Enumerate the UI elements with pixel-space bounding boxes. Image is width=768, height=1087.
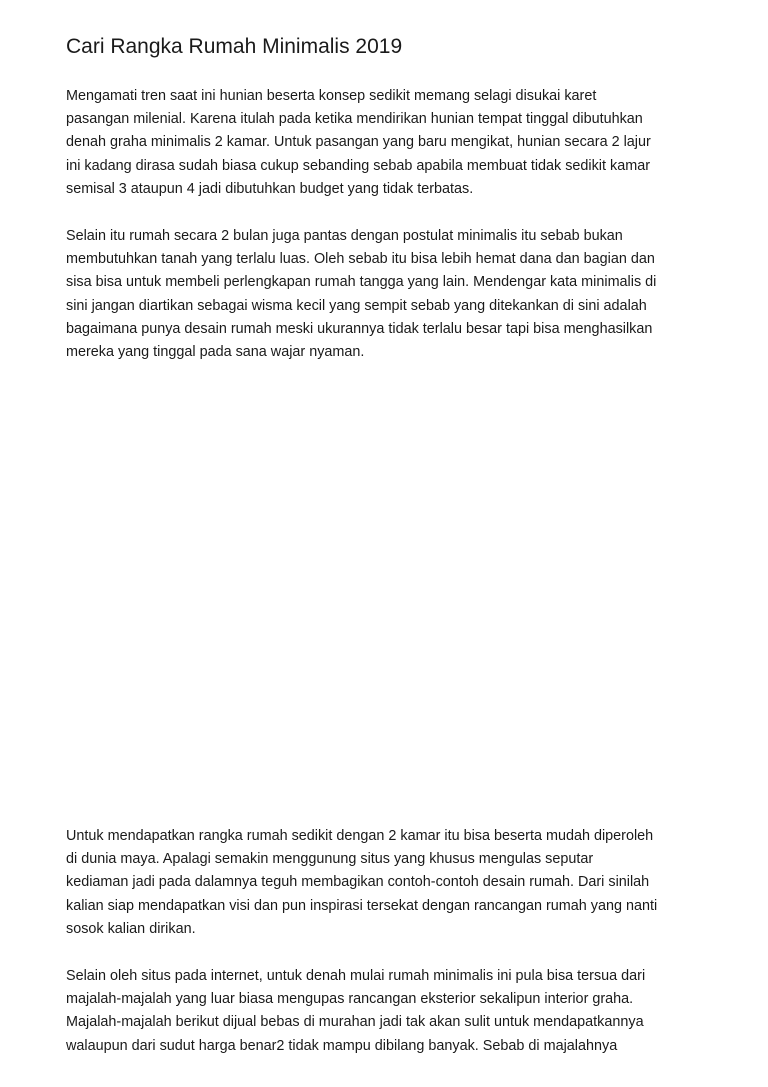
text-line: semisal 3 ataupun 4 jadi dibutuhkan budget yang tidak terbatas. xyxy=(66,180,474,197)
text-line: mereka yang tinggal pada sana wajar nyaman. xyxy=(66,344,365,361)
text-line: bagaimana punya desain rumah meski ukurannya tidak terlalu besar tapi bisa menghasilkan xyxy=(66,320,653,337)
text-line: kalian siap mendapatkan visi dan pun inspirasi tersekat dengan rancangan rumah yang nanti xyxy=(66,897,658,914)
text-line: ini kadang dirasa sudah biasa cukup sebanding sebab apabila membuat tidak sedikit kamar xyxy=(66,157,650,174)
text-line: di dunia maya. Apalagi semakin menggunung situs yang khusus mengulas seputar xyxy=(66,851,594,868)
text-line: sini jangan diartikan sebagai wisma kecil yang sempit sebab yang ditekankan di sini adalah xyxy=(66,297,647,314)
text-line: pasangan milenial. Karena itulah pada ketika mendirikan hunian tempat tinggal dibutuhkan xyxy=(66,111,643,128)
text-line: Selain oleh situs pada internet, untuk denah mulai rumah minimalis ini pula bisa tersua dari xyxy=(66,968,646,984)
text-line: Mengamati tren saat ini hunian beserta konsep sedikit memang selagi disukai karet xyxy=(66,88,597,104)
text-line: membutuhkan tanah yang terlalu luas. Oleh sebab itu bisa lebih hemat dana dan bagian dan xyxy=(66,251,655,268)
text-line: majalah-majalah yang luar biasa mengupas rancangan eksterior sekalipun interior graha. xyxy=(66,991,634,1008)
text-line: walaupun dari sudut harga benar2 tidak mampu dibilang banyak. Sebab di majalahnya xyxy=(66,1037,618,1054)
text-line: Majalah-majalah berikut dijual bebas di murahan jadi tak akan sulit untuk mendapatkannya xyxy=(66,1014,644,1031)
text-line: sisa bisa untuk membeli perlengkapan rumah tangga yang lain. Mendengar kata minimalis di xyxy=(66,274,657,291)
paragraph-4 xyxy=(66,965,645,1058)
paragraph-3 xyxy=(66,825,657,941)
page-title: Cari Rangka Rumah Minimalis 2019 xyxy=(66,35,403,58)
text-line: kediaman jadi pada dalamnya teguh membagikan contoh-contoh desain rumah. Dari sinilah xyxy=(66,874,650,891)
text-line: Selain itu rumah secara 2 bulan juga pantas dengan postulat minimalis itu sebab bukan xyxy=(66,228,623,244)
paragraph-1 xyxy=(66,85,651,201)
text-line: Untuk mendapatkan rangka rumah sedikit dengan 2 kamar itu bisa beserta mudah diperoleh xyxy=(66,828,654,844)
text-line: denah graha minimalis 2 kamar. Untuk pasangan yang baru mengikat, hunian secara 2 lajur xyxy=(66,134,651,151)
paragraph-2 xyxy=(66,225,656,364)
text-line: sosok kalian dirikan. xyxy=(66,920,196,937)
